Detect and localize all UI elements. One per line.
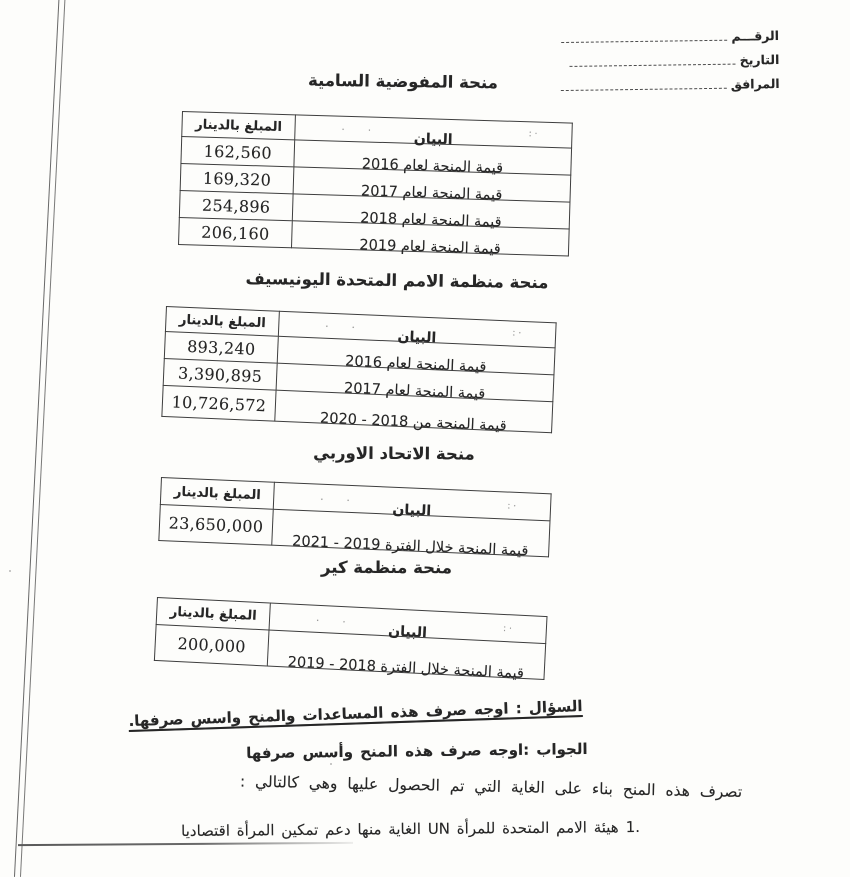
desc-cell: قيمة المنحة لعام 2017	[276, 363, 554, 402]
amount-cell: 169,320	[180, 163, 294, 193]
list-item-number: 1.	[625, 818, 641, 837]
section-title-eu: منحة الاتحاد الاوربي	[313, 443, 475, 464]
answer-line: الجواب :اوجه صرف هذه المنح وأسس صرفها	[245, 740, 588, 763]
attachments-field-dotted-line	[561, 87, 727, 91]
grants-table-unicef	[161, 306, 556, 433]
amount-column-header: المبلغ بالدينار	[160, 478, 274, 510]
desc-column-header: · · البيان · :	[278, 311, 556, 348]
desc-cell: قيمة المنحة من 2018 - 2020	[275, 390, 553, 433]
page-edge-scan-line-2	[19, 0, 65, 877]
desc-column-header: · · البيان · :	[295, 115, 573, 148]
amount-cell: 206,160	[179, 217, 293, 247]
letterhead-row-attachments	[561, 76, 780, 94]
amount-cell: 23,650,000	[159, 504, 273, 545]
amount-cell: 3,390,895	[163, 358, 277, 390]
scan-speck	[9, 570, 11, 572]
desc-cell: قيمة المنحة لعام 2016	[277, 336, 555, 375]
letterhead-row-number	[560, 28, 779, 46]
scan-speck	[330, 763, 332, 765]
section-title-care: منحة منظمة كير	[320, 557, 453, 578]
section-title-high-commission: منحة المفوضية السامية	[307, 70, 499, 93]
date-field-label: التاريخ	[739, 51, 780, 68]
desc-cell: قيمة المنحة لعام 2019	[291, 221, 569, 256]
amount-cell: 893,240	[164, 331, 278, 363]
question-line: السؤال : اوجه صرف هذه المساعدات والمنح واسس صرفها.	[128, 697, 583, 731]
desc-column-header: · · البيان · :	[273, 482, 551, 521]
grants-table-care	[154, 597, 548, 683]
number-field-dotted-line	[562, 39, 728, 43]
grants-table-eu	[158, 477, 551, 560]
section-title-unicef: منحة منظمة الامم المتحدة اليونيسيف	[245, 268, 549, 293]
amount-cell: 162,560	[181, 137, 295, 167]
answer-body-line: تصرف هذه المنح بناء على الغاية التي تم الحصول عليها وهي كالتالي :	[239, 772, 742, 801]
desc-cell: قيمة المنحة لعام 2018	[292, 194, 570, 229]
desc-cell: قيمة المنحة لعام 2016	[294, 140, 572, 175]
page-edge-scan-line	[14, 0, 60, 877]
letterhead	[560, 28, 780, 103]
date-field-dotted-line	[570, 63, 736, 67]
amount-column-header: المبلغ بالدينار	[182, 112, 296, 140]
bottom-rule-scan-line	[18, 842, 353, 846]
amount-column-header: المبلغ بالدينار	[165, 307, 279, 337]
grants-table-high-commission	[178, 111, 573, 257]
amount-column-header: المبلغ بالدينار	[156, 598, 270, 630]
desc-column-header: · · البيان · :	[269, 603, 547, 643]
attachments-field-label: المرافق	[730, 75, 780, 92]
desc-cell: قيمة المنحة خلال الفترة 2019 - 2021	[272, 509, 550, 557]
list-item-un-women	[181, 818, 640, 840]
list-item-text: هيئة الامم المتحدة للمرأة UN الغاية منها دعم تمكين المرأة اقتصاديا	[181, 818, 619, 841]
desc-cell: قيمة المنحة لعام 2017	[293, 167, 571, 202]
amount-cell: 200,000	[154, 624, 269, 665]
number-field-label: الرقـــم	[731, 28, 780, 44]
amount-cell: 10,726,572	[162, 385, 276, 421]
desc-cell: قيمة المنحة خلال الفترة 2018 - 2019	[267, 630, 545, 679]
letterhead-row-date	[560, 52, 779, 70]
amount-cell: 254,896	[179, 190, 293, 220]
